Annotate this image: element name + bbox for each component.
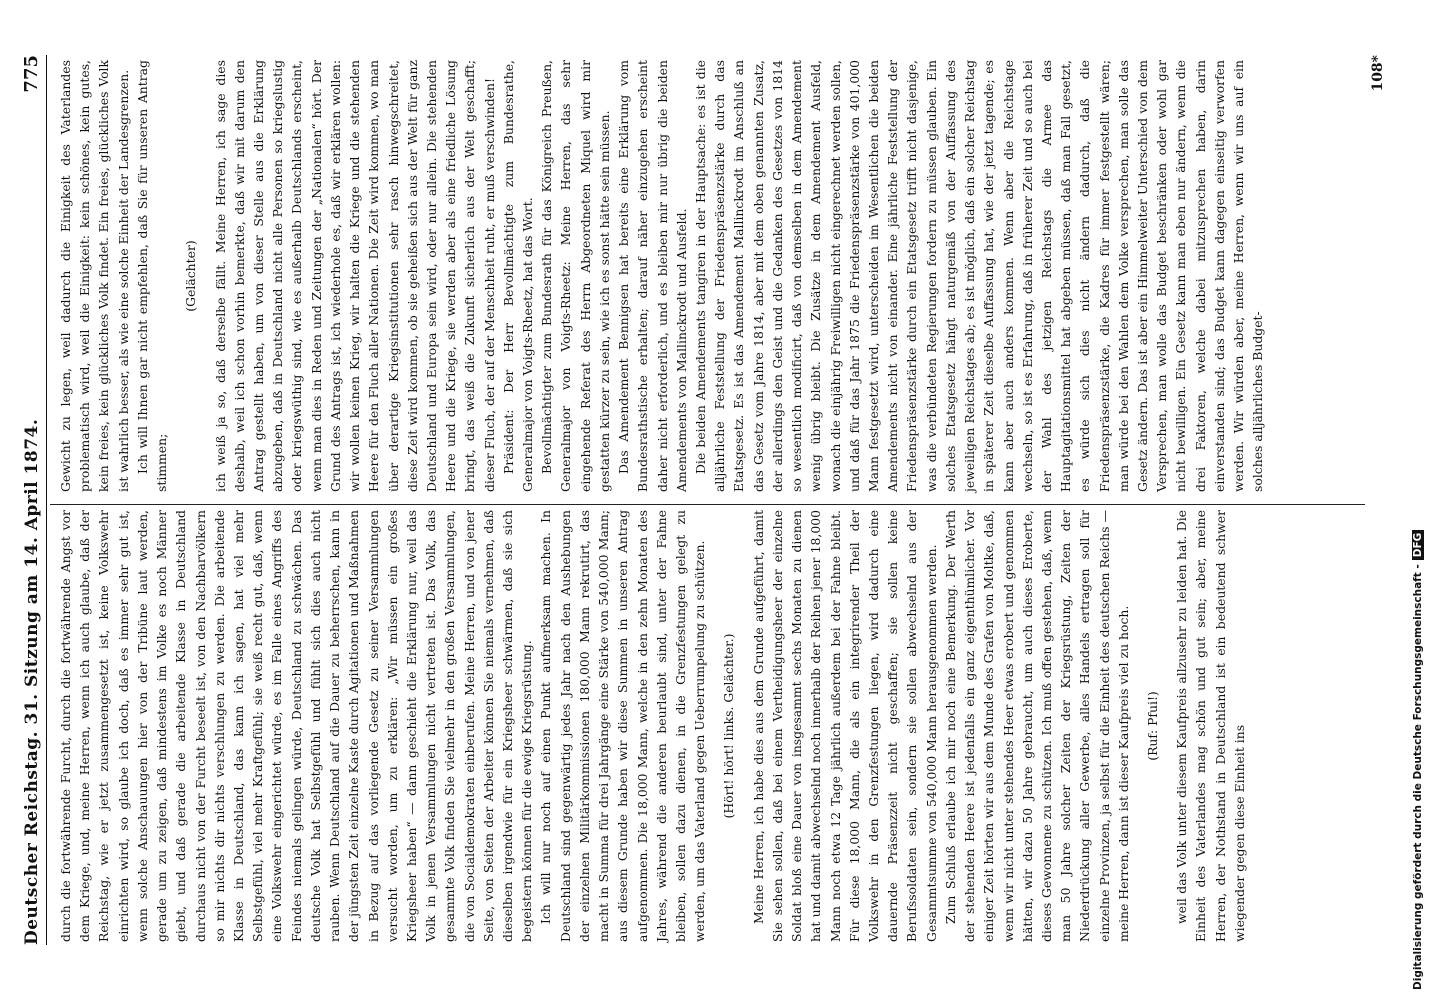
digitization-credit <box>1412 0 1430 990</box>
paragraph: Bevollmächtigter zum Bundesrath für das Königreich Preußen, Generalmajor von Voigts-Rheetz: Meine Herren, das sehr eingehende Referat des Herrn Abgeordneten Miquel wird mir gestatten kürzer zu sein, wie ich es sonst hätte sein müssen. <box>539 60 612 492</box>
interjection: (Ruf: Pfui!) <box>1145 691 1161 761</box>
right-column <box>56 60 1268 492</box>
dfg-logo: DFG <box>1412 530 1424 561</box>
paragraph: ich weiß ja so, daß derselbe fällt. Meine Herren, ich sage dies deshalb, weil ich schon vorhin bemerkte, daß wir mit darum den Antrag gestellt haben, um von dieser Stelle aus die Erklärung abzugeben, daß in Deutschland nicht alle Personen so kriegslustig oder kriegswüthig sind, wie es außerhalb Deutschlands erscheint, wenn man dies in Reden und Zeitungen der „Nationalen“ hört. Der Grund des Antrags ist, ich wiederhole es, daß wir erklären wollen: wir wollen keinen Krieg, wir halten die Kriege und die stehenden Heere für den Fluch aller Nationen. Die Zeit wird kommen, wo man über derartige Kriegsinstitutionen sehr rasch hinwegschreitet, diese Zeit wird kommen, ob sie geheißen sich aus der Welt für ganz Deutschland und Europa sein wird, oder nur allein. Die stehenden Heere und die Kriege, sie werden aber als eine friedliche Lösung bringt, das weiß die Zukunft sicherlich aus der Welt geschafft; dieser Fluch, der auf der Menschheit ruht, er muß verschwinden! <box>212 60 497 492</box>
column-divider <box>50 504 1365 505</box>
paragraph: Das Amendement Bennigsen hat bereits eine Erklärung vom Bundesrathstische erhalten; darauf näher einzugehen erscheint daher nicht erforderlich, und es bleiben mir nur übrig die beiden Amendements von Mallinckrodt und Ausfeld. <box>616 60 689 492</box>
paragraph: weil das Volk unter diesem Kaufpreis allzusehr zu leiden hat. Die Einheit des Vaterlandes mag schön und gut sein; aber, meine Herren, der Nothstand in Deutschland ist ein bedeutend schwer wiegender gegen diese Einheit ins <box>1174 510 1247 942</box>
signature-mark: 108* <box>1370 55 1386 92</box>
paragraph: Meine Herren, ich habe dies aus dem Grunde aufgeführt, damit Sie sehen sollen, daß bei einem Vertheidigungsheer der einzelne Soldat bloß eine Dauer von insgesammt sechs Monaten zu dienen hat und damit abwechselnd noch innerhalb der Reihen jener 18,000 Mann noch etwa 12 Tage jährlich außerdem bei der Fahne bleibt. Für diese 18,000 Mann, die als ein integrirender Theil der Volkswehr in den Grenzfestungen liegen, wird dadurch eine dauernde Präsenzzeit nicht geschaffen; sie sollen keine Berufssoldaten sein, sondern sie sollen abwechselnd aus der Gesammtsumme von 540,000 Mann herausgenommen werden. <box>750 510 939 942</box>
interjection: (Hört! hört! links. Gelächter.) <box>721 633 737 819</box>
paragraph: Zum Schluß erlaube ich mir noch eine Bemerkung. Der Werth der stehenden Heere ist jedenfalls ein ganz eigenthümlicher. Vor einiger Zeit hörten wir aus dem Munde des Grafen von Moltke, daß, wenn wir nicht unter stehendes Heer etwas erobert und genommen hätten, wir dazu 50 Jahre gebraucht, um auch dieses Eroberte, dieses Gewonnene zu schützen. Ich muß offen gestehen, daß, wenn man 50 Jahre solcher Zeiten der Kriegsrüstung, Zeiten der Niederdrückung aller Gewerbe, alles Handels ertragen soll für einzelne Provinzen, ja selbst für die Einheit des deutschen Reichs — meine Herren, dann ist dieser Kaufpreis viel zu hoch. <box>942 510 1131 942</box>
paragraph: durch die fortwährende Furcht, durch die fortwährende Angst vor dem Kriege, und, meine Herren, wenn ich auch glaube, daß der Reichstag, wie er jetzt zusammengesetzt ist, keine Volkswehr einrichten wird, so glaube ich doch, daß es immer sehr gut ist, wenn solche Anschauungen hier von der Tribüne laut werden, gerade um zu zeigen, daß mindestens im Volke es noch Männer giebt, und daß gerade die arbeitende Klasse in Deutschland durchaus nicht von der Furcht beseelt ist, von den Nachbarvölkern so mir nichts dir nichts verschlungen zu werden. Die arbeitende Klasse in Deutschland, das kann ich sagen, hat viel mehr Selbstgefühl, viel mehr Kraftgefühl; sie weiß recht gut, daß, wenn eine Volkswehr eingerichtet würde, es im Falle eines Angriffs des Feindes niemals gelingen würde, Deutschland zu schwächen. Das deutsche Volk hat Selbstgefühl und fühlt sich dies auch nicht rauben. Wenn Deutschland auf die Dauer zu beherrschen, kann in der jüngsten Zeit einzelne Kaste durch Agitationen und Maßnahmen in Bezug auf das vorliegende Gesetz zu seiner Versammlungen versucht worden, um zu erklären: „Wir müssen ein großes Kriegsheer haben“ — dann geschieht die Erklärung nur, weil das Volk in jenen Versammlungen nicht vertreten ist. Das Volk, das gesammte Volk finden Sie vielmehr in den großen Versammlungen, die von Socialdemokraten einberufen. Meine Herren, und von jener Seite, von Seiten der Arbeiter können Sie niemals vernehmen, daß dieselben irgendwie für ein Kriegsheer schwärmen, daß sie sich begeistern können für die ewige Kriegsrüstung. <box>58 509 535 942</box>
left-column <box>56 510 1249 942</box>
paragraph: Ich will Ihnen gar nicht empfehlen, daß Sie für unseren Antrag stimmen; <box>134 60 170 492</box>
paragraph: Die beiden Amendements tangiren in der Hauptsache: es ist die alljährliche Feststellung der Friedenspräsenzstärke durch das Etatsgesetz. Es ist das Amendement Mallinckrodt im Anschluß an das Gesetz vom Jahre 1814, aber mit dem oben genannten Zusatz, der allerdings den Geist und die Gedanken des Gesetzes von 1814 so wesentlich modificirt, daß von demselben in dem Amendement wenig übrig bleibt. Die Zusätze in dem Amendement Ausfeld, wonach die einjährig Freiwilligen nicht eingerechnet werden sollen, und daß für das Jahr 1875 die Friedenspräsenzstärke von 401,000 Mann festgesetzt wird, unterscheiden im Wesentlichen die beiden Amendements nicht von einander. Eine jährliche Feststellung der Friedenspräsenzstärke durch ein Etatsgesetz trifft nicht dasjenige, was die verbündeten Regierungen fordern zu müssen glauben. Ein solches Etatsgesetz hängt naturgemäß von der Auffassung des jeweiligen Reichstages ab; es ist möglich, daß ein solcher Reichstag in späterer Zeit dieselbe Auffassung hat, wie der jetzt tagende; es kann aber auch anders kommen. Wenn aber die Reichstage wechseln, so ist es Erfahrung, daß in früherer Zeit und so auch bei der Wahl des jetzigen Reichstags die Armee das Hauptagitationsmittel hat abgeben müssen, daß man Fall gesetzt, es würde sich dies nicht ändern dadurch, daß die Friedenspräsenzstärke, die Kadres für immer festgestellt wären; man würde bei den Wahlen dem Volke versprechen, man solle das Gesetz ändern. Das ist aber ein Himmelweiter Unterschied von dem Versprechen, man wolle das Budget beschränken oder wohl gar nicht bewilligen. Ein Gesetz kann man eben nur ändern, wenn die drei Faktoren, welche dabei mitzusprechen haben, darin einverstanden sind; das Budget kann dagegen einseitig verworfen werden. Wir würden aber, meine Herren, wenn wir uns auf ein solches alljährliches Budget- <box>693 60 1266 492</box>
paragraph: Ich will nur noch auf einen Punkt aufmerksam machen. In Deutschland sind gegenwärtig jedes Jahr nach den Aushebungen der einzelnen Militärkommissionen 180,000 Mann rekrutirt, das macht in Summa für drei Jahrgänge eine Stärke von 540,000 Mann; aus diesem Grunde haben wir diese Summen in unseren Antrag aufgenommen. Die 18,000 Mann, welche in den zehn Monaten des Jahres, während die anderen beurlaubt sind, unter der Fahne bleiben, sollen dazu dienen, in die Grenzfestungen gelegt zu werden, um das Vaterland gegen Ueberrumpelung zu schützen. <box>538 510 708 942</box>
paragraph: Gewicht zu legen, weil dadurch die Einigkeit des Vaterlandes problematisch wird, weil die Einigkeit: kein schönes, kein gutes, kein freies, kein glückliches Volk findet. Ein freies, glückliches Volk ist wahrlich besser, als wie eine solche Einheit der Landesgrenzen. <box>58 60 131 492</box>
page-header <box>12 55 47 945</box>
interjection: (Gelächter) <box>183 240 199 312</box>
header-title: Deutscher Reichstag. 31. Sitzung am 14. April 1874. <box>22 418 42 945</box>
credit-text: Digitalisierung gefördert durch die Deutsche Forschungsgemeinschaft - <box>1412 564 1424 990</box>
paragraph: Präsident: Der Herr Bevollmächtigte zum Bundesrathe, Generalmajor von Voigts-Rheetz, hat das Wort. <box>500 60 536 492</box>
page-number: 775 <box>21 55 42 93</box>
